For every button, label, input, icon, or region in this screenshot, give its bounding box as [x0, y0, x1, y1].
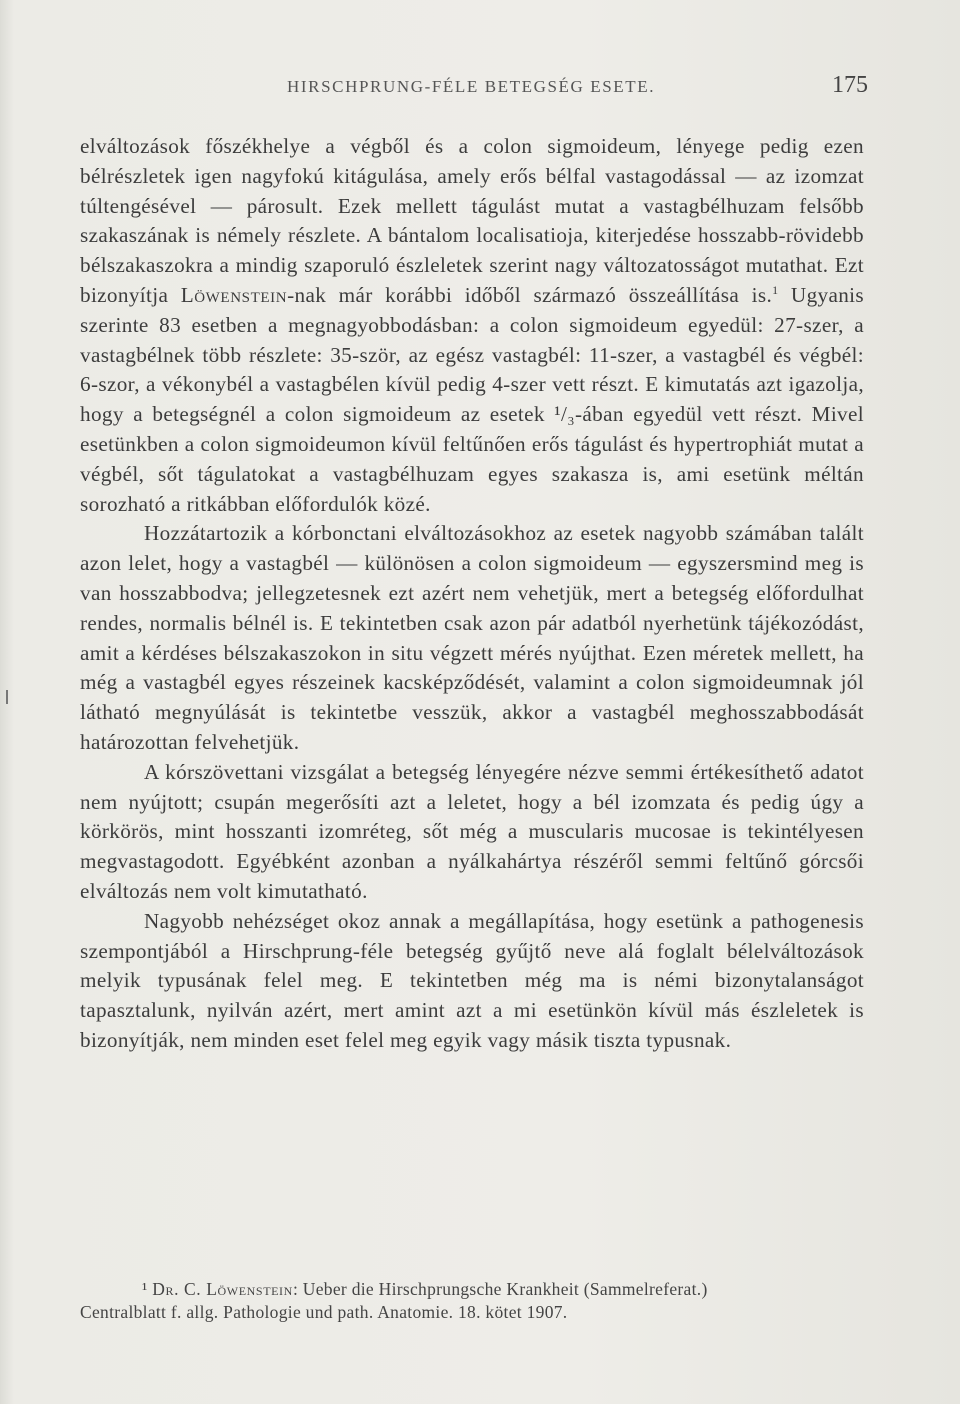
footnote-line-1	[80, 1278, 880, 1301]
fraction: ¹/₃	[554, 402, 575, 427]
footnote-author: Löwenstein	[206, 1279, 293, 1299]
author-name: Löwenstein	[180, 282, 288, 307]
footnotes	[80, 1278, 880, 1324]
footnote-prefix: Dr. C.	[152, 1279, 207, 1299]
paragraph-1	[80, 132, 864, 519]
page-header	[82, 72, 868, 102]
paragraph-1-part-d: -ában egyedül vett részt. Mivel esetünkben a colon sigmoideumon kívül feltűnően erős tágulást és hypertrophiát mutat a végbél, sőt tágulatokat a vastagbélhuzam egyes szakasza is, ami esetünk méltán sorozható a ritkábban előfordulók közé.	[80, 402, 864, 516]
page-number: 175	[832, 72, 868, 98]
body-text	[80, 132, 864, 1056]
paragraph-4: Nagyobb nehézséget okoz annak a megállapítása, hogy esetünk a pathogenesis szempontjából a Hirschprung-féle betegség gyűjtő neve alá foglalt bélelváltozások melyik typusának felel meg. E tekintetben még ma is némi bizonytalanságot tapasztalunk, nyilván azért, mert amint azt a mi esetünkön kívül más észleletek is bizonyítják, nem minden eset felel meg egyik vagy másik tiszta typusnak.	[80, 908, 864, 1052]
footnote-title: : Ueber die Hirschprungsche Krankheit (Sammelreferat.)	[292, 1279, 708, 1299]
paragraph-3: A kórszövettani vizsgálat a betegség lényegére nézve semmi értékesíthető adatot nem nyújtott; csupán megerősíti azt a leletet, hogy a bél izomzata és pedig úgy a körkörös, mint hosszanti izomréteg, sőt még a muscularis mucosae is tekintélyesen megvastagodott. Egyébként azonban a nyálkahártya részéről semmi feltűnő górcsői elváltozás nem volt kimutatható.	[80, 759, 864, 903]
footnote-reference: 1	[772, 282, 779, 297]
footnote-line-2: Centralblatt f. allg. Pathologie und path. Anatomie. 18. kötet 1907.	[80, 1302, 568, 1322]
paragraph-1-part-a: elváltozások főszékhelye a végből és a colon sigmoideum, lényege pedig ezen bélrészletek igen nagyfokú kitágulása, amely erős bélfal vastagodással — az izomzat túltengésével — párosult. Ezek mellett tágulást mutat a vastagbélhuzam felsőbb szakaszának is némely részlete. A bántalom localisatioja, kiterjedése hosszabb-rövidebb bélszakaszokra a mindig szaporuló észleletek szerint nagy változatosságot mutathat. Ezt bizonyítja	[80, 134, 864, 307]
paragraph-2: Hozzátartozik a kórbonctani elváltozásokhoz az esetek nagyobb számában talált azon lelet, hogy a vastagbél — különösen a colon sigmoideum — egyszersmind meg is van hosszabbodva; jellegzetesnek ezt azért nem vehetjük, mert a betegség előfordulhat rendes, normalis bélnél is. E tekintetben csak azon pár adatból nyerhetünk tájékozódást, amit a kérdéses bélszakaszokon in situ végzett mérés nyújthat. Ezen méretek mellett, ha még a vastagbél egyes részeinek kacsképződését, valamint a colon sigmoideumnak jól látható megnyúlását is tekintetbe vesszük, akkor a vastagbél meghosszabbodását határozottan felvehetjük.	[80, 521, 864, 754]
paragraph-1-part-c: Ugyanis szerinte 83 esetben a megnagyobbodásban: a colon sigmoideum egyedül: 27-szer, a vastagbélnek több részlete: 35-ször, az egész vastagbél: 11-szer, a vastagbél és végbél: 6-szor, a vékonybél a vastagbélen kívül pedig 4-szer vett részt. E kimutatás azt igazolja, hogy a betegségnél a colon sigmoideum az esetek	[80, 282, 864, 427]
binding-mark	[6, 690, 8, 704]
paragraph-1-part-b: -nak már korábbi időből származó összeállítása is.	[287, 282, 773, 307]
running-title: HIRSCHPRUNG-FÉLE BETEGSÉG ESETE.	[287, 77, 656, 96]
footnote-marker: ¹	[142, 1279, 148, 1299]
